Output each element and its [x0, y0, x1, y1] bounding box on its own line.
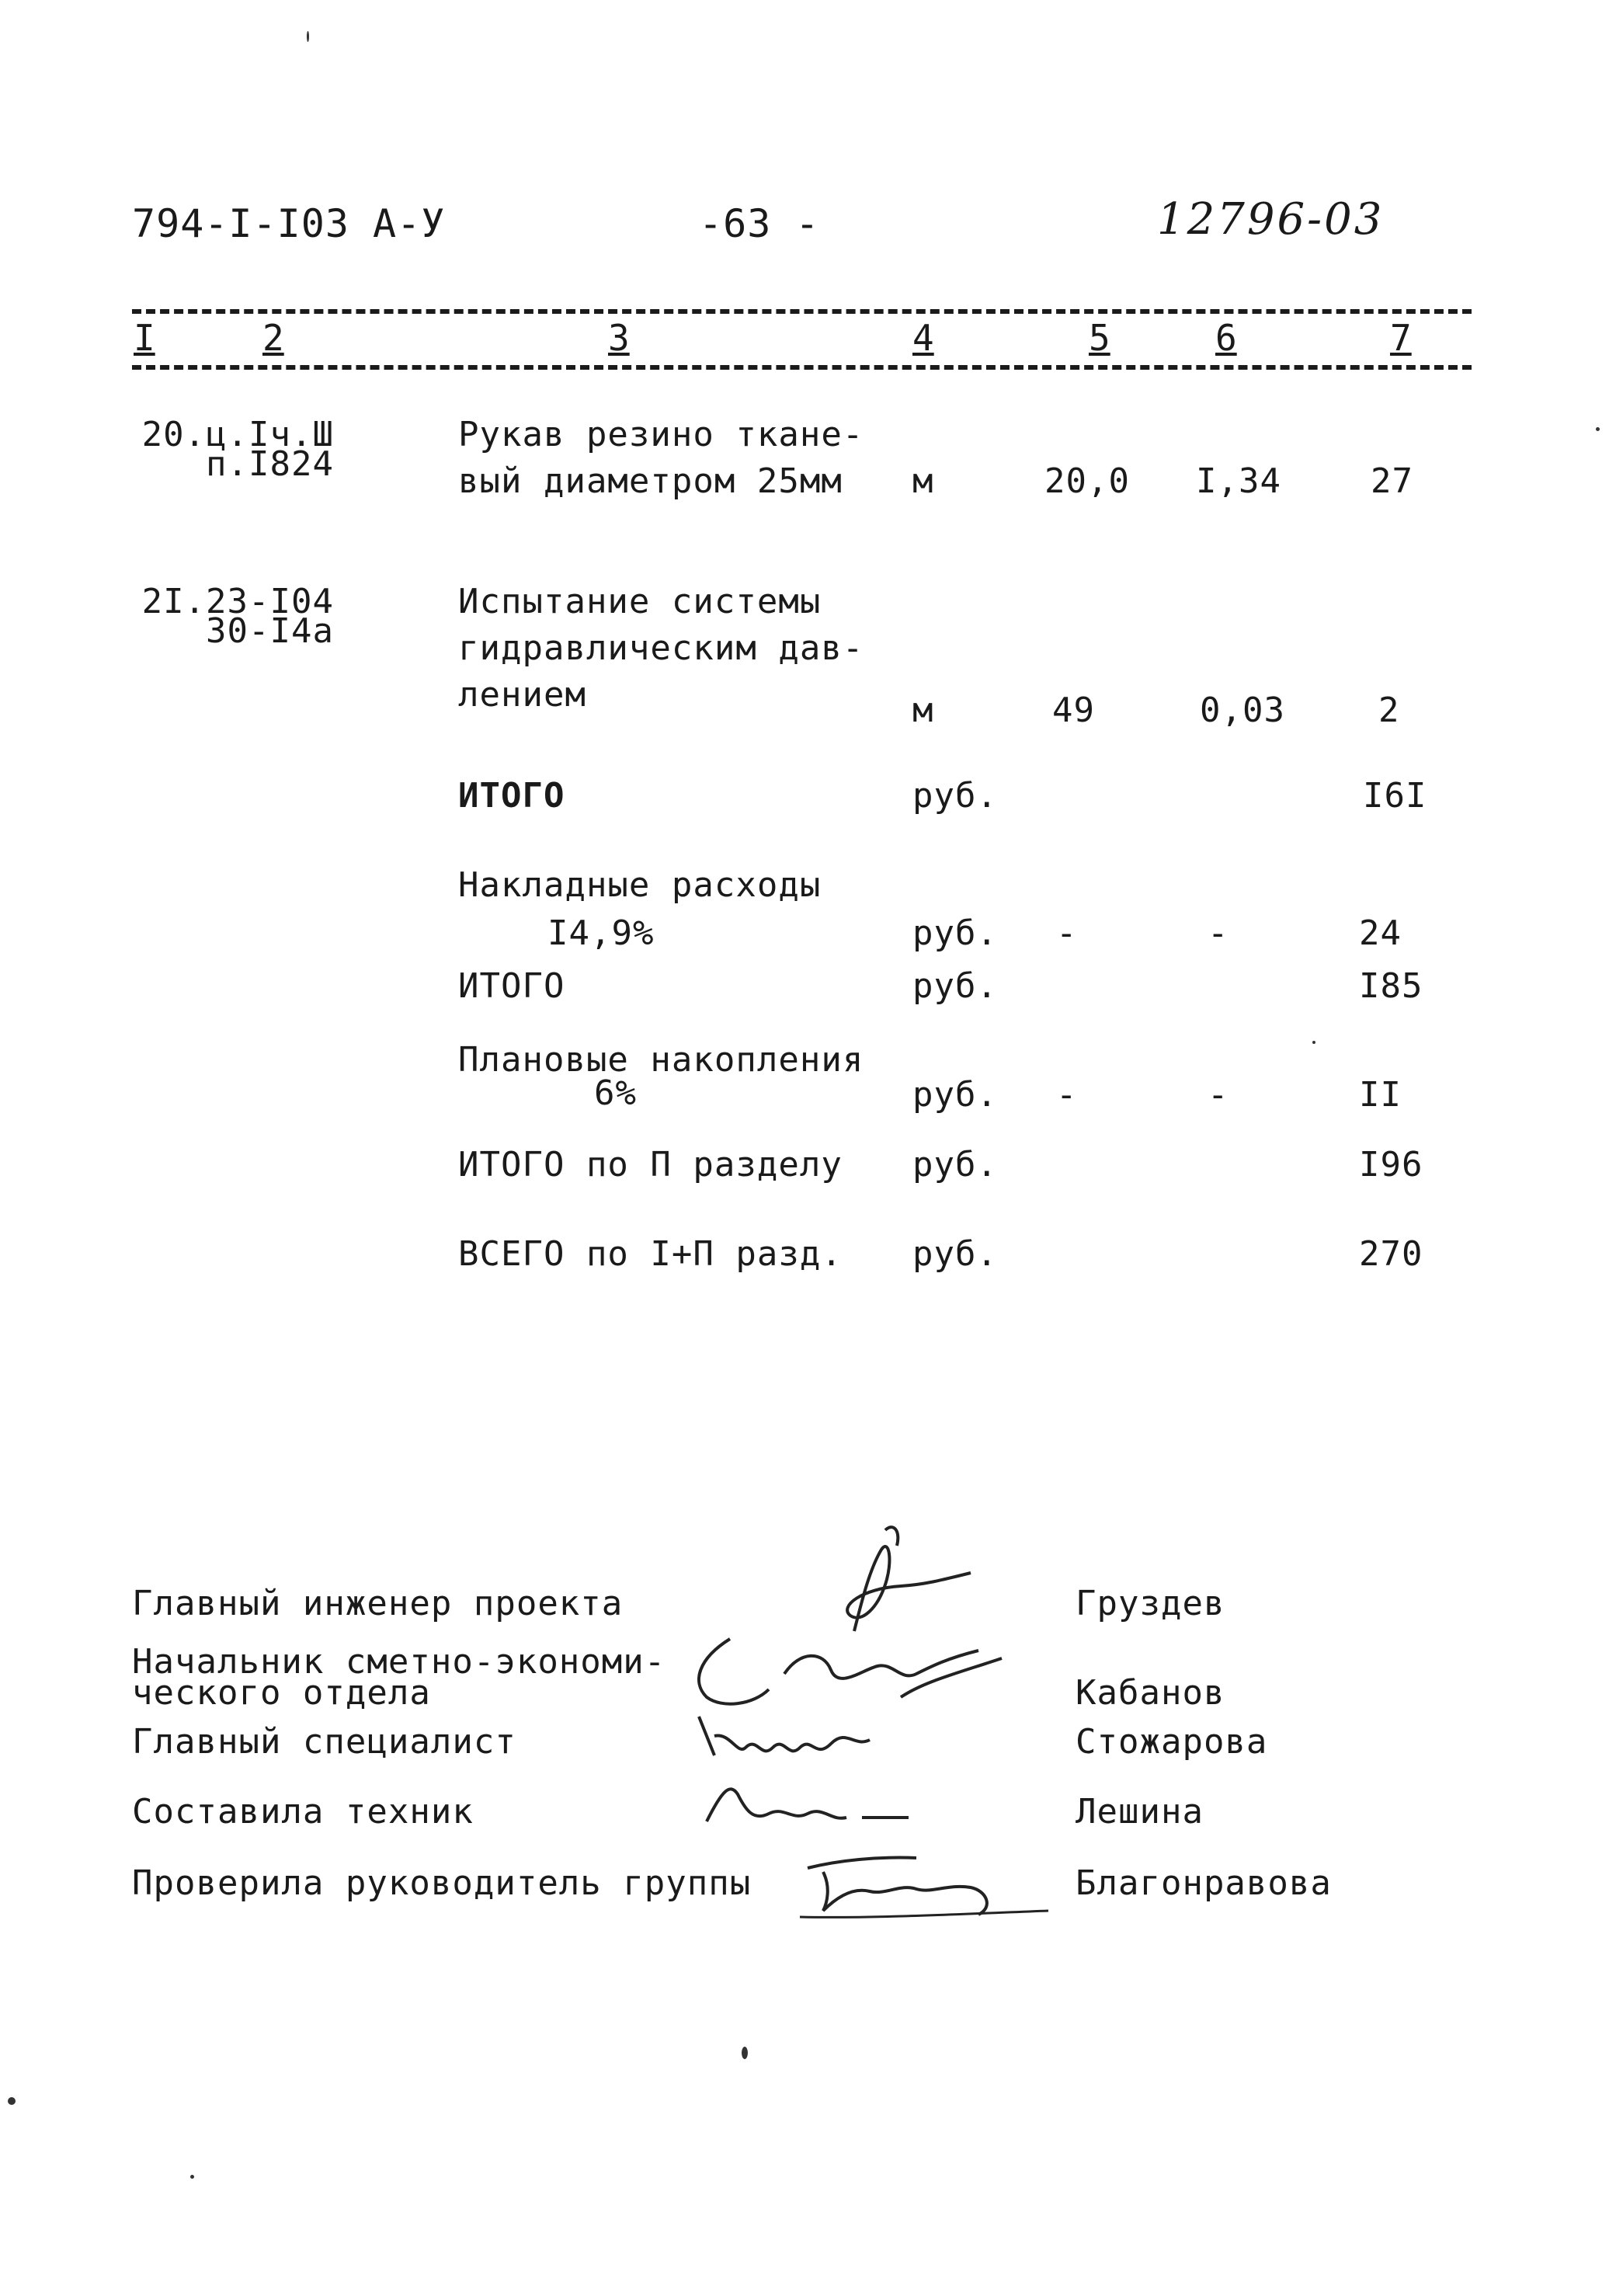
table-row-total: 27 [1371, 461, 1413, 501]
signatory-role: Проверила руководитель группы [132, 1863, 752, 1903]
header-rule-top [132, 309, 1472, 314]
header-rule-bottom [132, 365, 1472, 370]
signatory-role: Главный инженер проекта [132, 1584, 624, 1623]
scan-speck [8, 2097, 16, 2105]
summary-unit: руб. [912, 913, 998, 953]
summary-unit: руб. [912, 1145, 998, 1185]
signatory-name: Благонравова [1076, 1863, 1332, 1903]
signatory-role: Главный специалист [132, 1722, 516, 1762]
table-row-price: I,34 [1196, 461, 1281, 501]
table-row-unit: м [912, 461, 934, 501]
table-row-desc: Испытание системы гидравлическим дав- лением [458, 582, 864, 715]
summary-col5: - [1056, 1075, 1078, 1115]
summary-unit: руб. [912, 966, 998, 1006]
signatory-role: Составила техник [132, 1792, 474, 1832]
signatory-role: Начальник сметно-экономи- ческого отдела [132, 1642, 666, 1713]
signatory-name: Стожарова [1076, 1722, 1268, 1762]
table-row-total: 2 [1378, 691, 1400, 730]
summary-label: Плановые накопления [458, 1040, 864, 1080]
column-number-1: I [134, 317, 155, 359]
signature-blagonravova [792, 1841, 1056, 1926]
summary-unit: руб. [912, 1234, 998, 1274]
summary-total: I6I [1363, 776, 1427, 816]
summary-label: ИТОГО [458, 776, 565, 816]
summary-col6: - [1208, 1075, 1229, 1115]
signature-leshina [683, 1767, 932, 1837]
summary-unit: руб. [912, 1075, 998, 1115]
table-row-qty: 20,0 [1044, 461, 1130, 501]
table-row-unit: м [912, 691, 934, 730]
table-row-price: 0,03 [1200, 691, 1285, 730]
table-row-ref: 20.ц.Iч.Ш п.I824 [141, 415, 334, 484]
column-number-6: 6 [1215, 317, 1237, 359]
column-number-5: 5 [1089, 317, 1110, 359]
signatory-name: Лешина [1076, 1792, 1204, 1832]
summary-col6: - [1208, 913, 1229, 953]
scan-speck [1312, 1041, 1315, 1044]
column-number-2: 2 [262, 317, 284, 359]
summary-total: 270 [1359, 1234, 1423, 1274]
signature-stozharova [683, 1701, 932, 1771]
column-number-3: 3 [608, 317, 630, 359]
page-number: -63 - [699, 201, 820, 246]
table-row-qty: 49 [1052, 691, 1095, 730]
summary-total: I85 [1359, 966, 1423, 1006]
document-suffix: А-У [373, 201, 446, 246]
table-row-desc: Рукав резино ткане- вый диаметром 25мм [458, 415, 864, 501]
summary-label: ИТОГО по П разделу [458, 1145, 843, 1185]
column-number-4: 4 [912, 317, 934, 359]
summary-percent: I4,9% [547, 913, 655, 953]
scan-speck [307, 31, 309, 42]
signatory-name: Кабанов [1076, 1673, 1225, 1713]
column-number-7: 7 [1390, 317, 1412, 359]
summary-col5: - [1056, 913, 1078, 953]
summary-label: Накладные расходы [458, 865, 822, 905]
table-row-ref: 2I.23-I04 30-I4а [141, 582, 334, 651]
signatory-name: Груздев [1076, 1584, 1225, 1623]
summary-total: 24 [1359, 913, 1402, 953]
summary-percent: 6% [594, 1073, 637, 1113]
summary-label: ВСЕГО по I+П разд. [458, 1234, 843, 1274]
handwritten-number: 12796-03 [1157, 194, 1385, 245]
scan-speck [742, 2047, 748, 2059]
document-code: 794-I-I03 [132, 201, 349, 246]
summary-label: ИТОГО [458, 966, 565, 1006]
scan-speck [190, 2175, 194, 2179]
summary-unit: руб. [912, 776, 998, 816]
summary-total: I96 [1359, 1145, 1423, 1185]
summary-total: II [1359, 1075, 1402, 1115]
scan-speck [1596, 427, 1600, 431]
